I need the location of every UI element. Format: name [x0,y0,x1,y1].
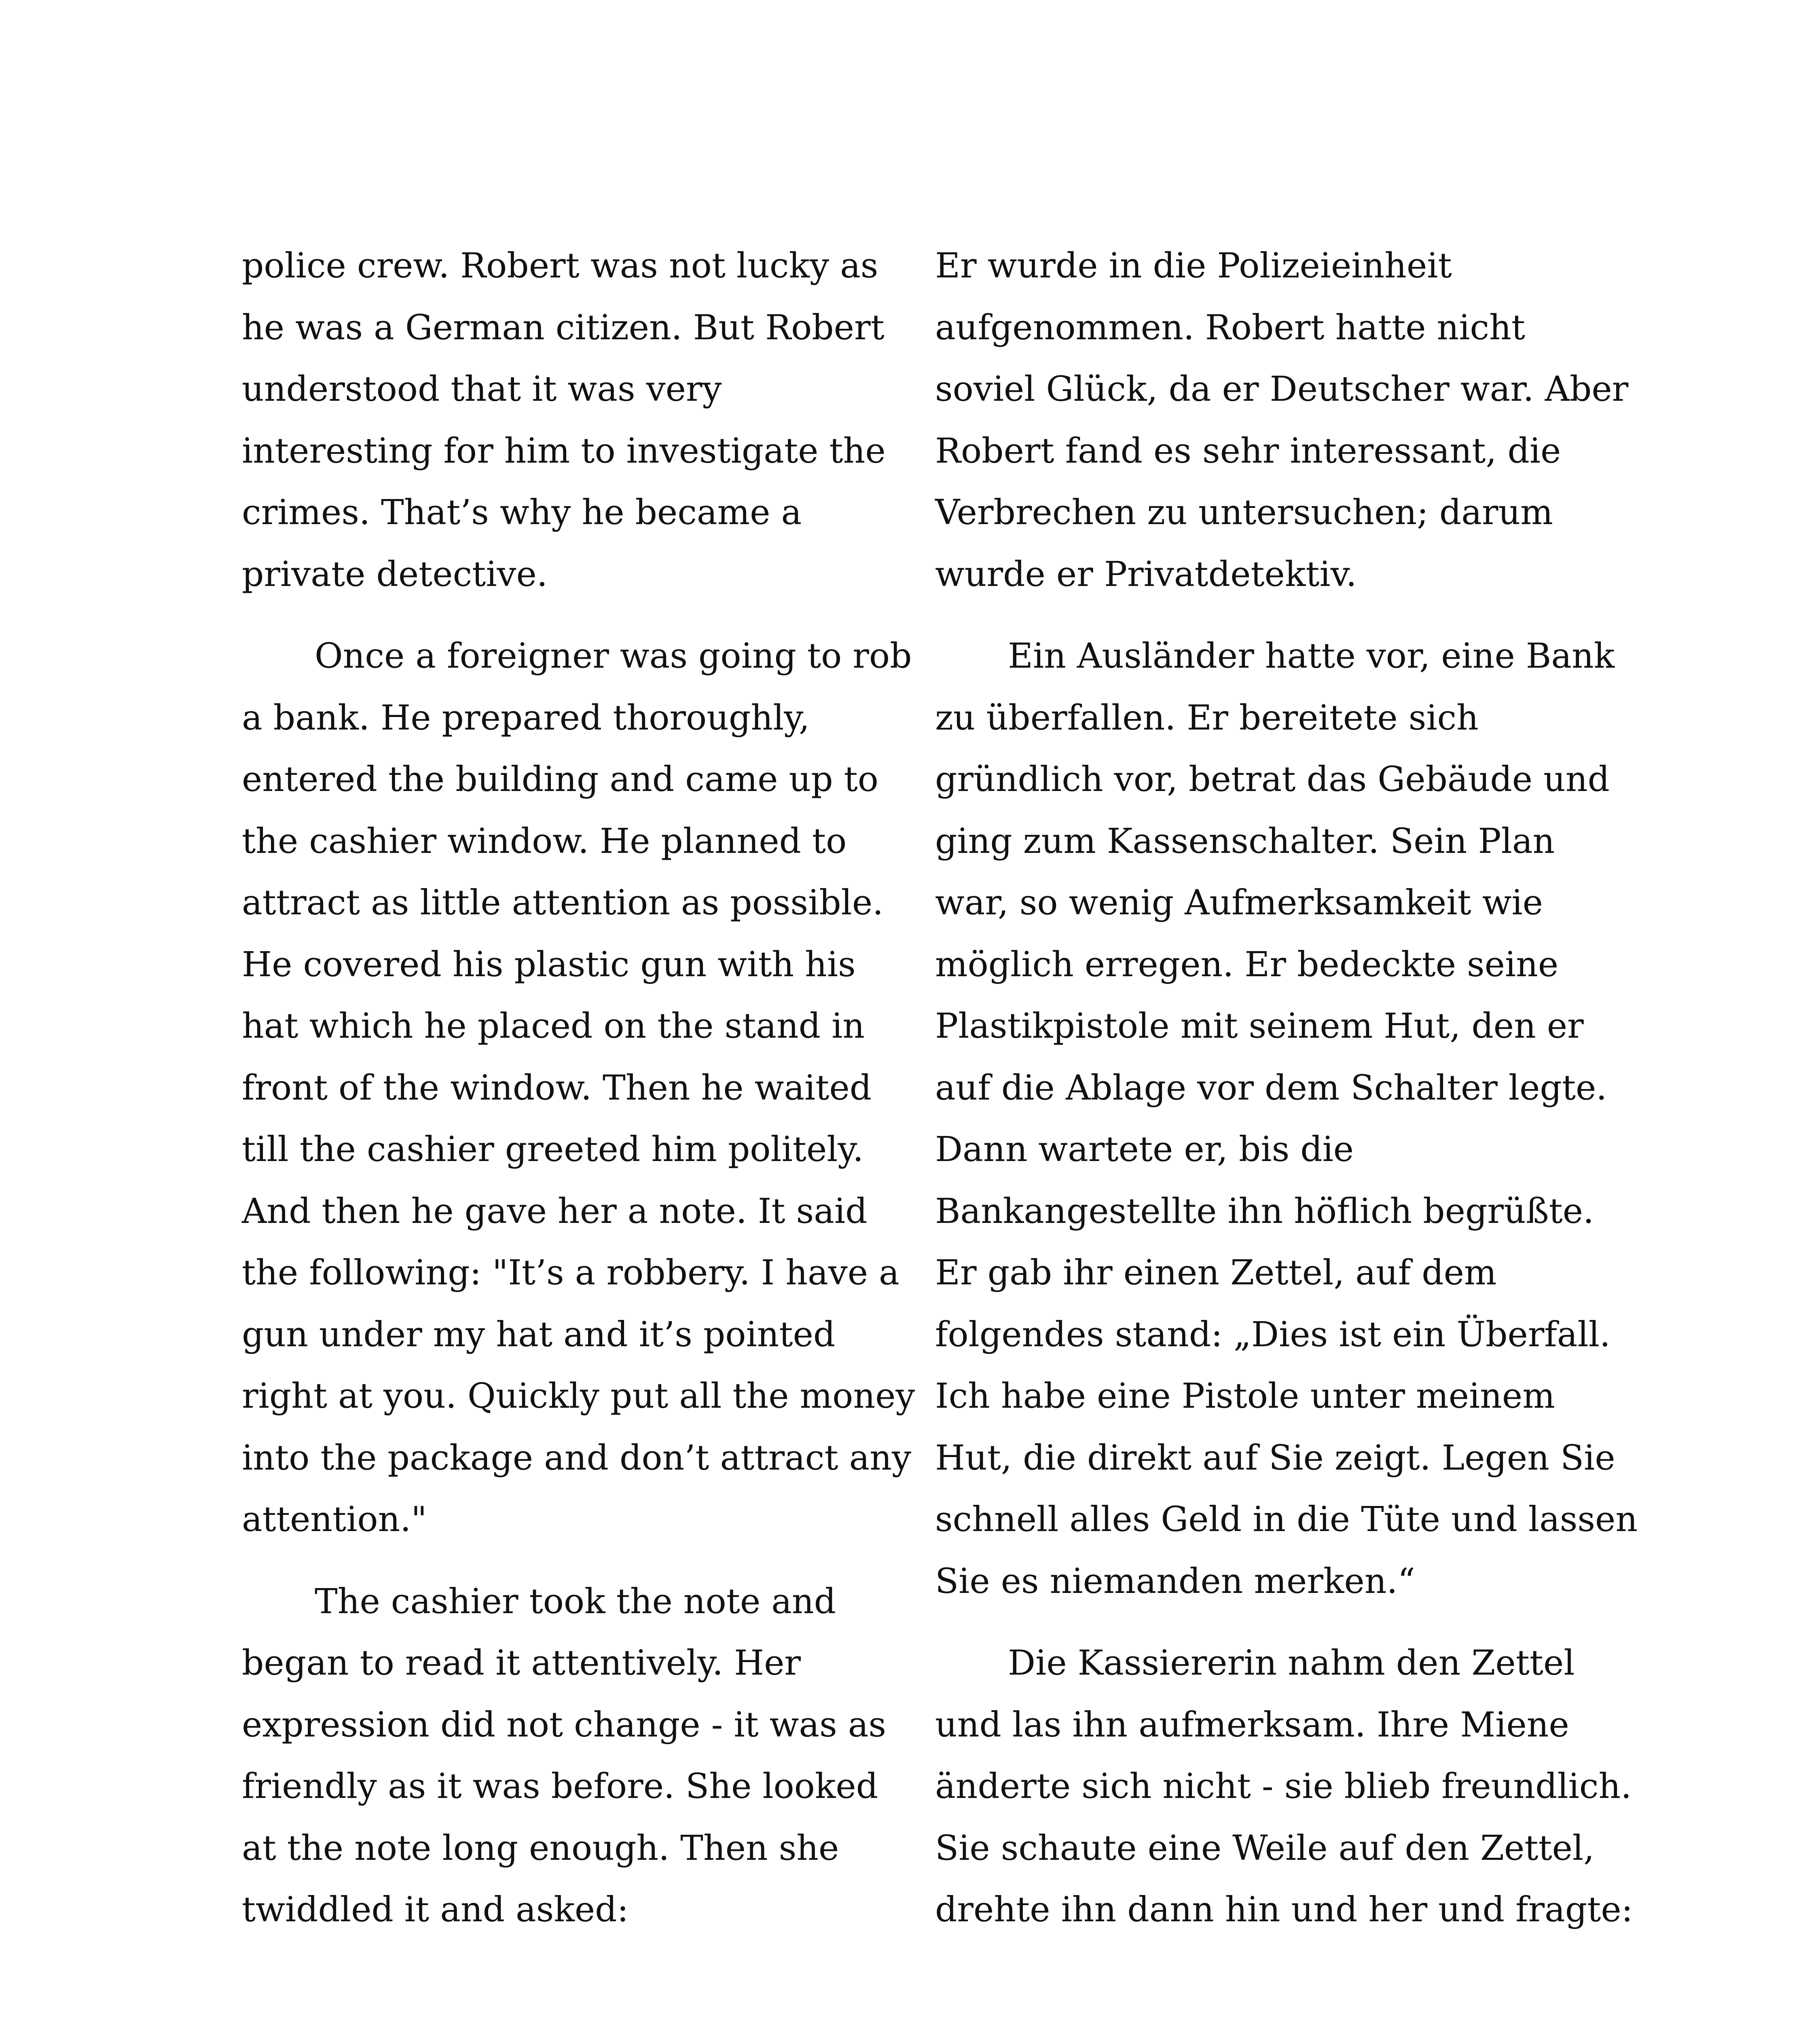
text-line: He covered his plastic gun with his [242,944,856,985]
text-line: into the package and don’t attract any [242,1438,912,1478]
text-line: understood that it was very [242,369,722,409]
text-line: aufgenommen. Robert hatte nicht [935,307,1525,348]
text-line: war, so wenig Aufmerksamkeit wie [935,883,1543,923]
text-line: Er gab ihr einen Zettel, auf dem [935,1253,1497,1293]
text-line: drehte ihn dann hin und her und fragte: [935,1890,1633,1930]
text-line: interesting for him to investigate the [242,431,886,471]
text-line: till the cashier greeted him politely. [242,1129,864,1170]
text-line: Sie schaute eine Weile auf den Zettel, [935,1828,1595,1868]
text-line: The cashier took the note and [315,1581,836,1622]
text-line: the following: "It’s a robbery. I have a [242,1253,899,1293]
text-line: folgendes stand: „Dies ist ein Überfall. [935,1314,1610,1355]
german-paragraph-2 [935,626,1638,1612]
paragraph-spacer [935,605,1606,626]
text-line: auf die Ablage vor dem Schalter legte. [935,1068,1607,1108]
german-column [935,235,1638,1941]
text-line: private detective. [242,554,548,594]
text-line: entered the building and came up to [242,759,878,799]
text-line: crimes. That’s why he became a [242,493,802,533]
text-line: expression did not change - it was as [242,1705,887,1745]
paragraph-spacer [242,1551,913,1571]
german-paragraph-1 [935,235,1629,605]
text-line: began to read it attentively. Her [242,1643,801,1683]
text-line: möglich erregen. Er bedeckte seine [935,944,1559,985]
text-line: he was a German citizen. But Robert [242,307,885,348]
text-line: Ein Ausländer hatte vor, eine Bank [1008,636,1615,676]
text-line: front of the window. Then he waited [242,1068,872,1108]
german-paragraph-3 [935,1633,1633,1941]
text-line: Hut, die direkt auf Sie zeigt. Legen Sie [935,1438,1615,1478]
text-line: police crew. Robert was not lucky as [242,246,878,286]
text-line: And then he gave her a note. It said [242,1191,868,1231]
text-line: twiddled it and asked: [242,1890,629,1930]
text-line: Once a foreigner was going to rob [315,636,912,676]
text-line: hat which he placed on the stand in [242,1006,865,1046]
text-line: the cashier window. He planned to [242,821,847,861]
text-line: gründlich vor, betrat das Gebäude und [935,759,1610,799]
english-paragraph-3 [242,1571,913,1941]
text-line: attention." [242,1500,427,1540]
english-paragraph-1 [242,235,913,605]
text-line: wurde er Privatdetektiv. [935,554,1357,594]
text-line: schnell alles Geld in die Tüte und lassen [935,1500,1638,1540]
text-line: friendly as it was before. She looked [242,1766,878,1806]
text-line: Bankangestellte ihn höflich begrüßte. [935,1191,1594,1231]
english-column [242,235,913,1941]
text-line: Er wurde in die Polizeieinheit [935,246,1452,286]
text-line: Die Kassiererin nahm den Zettel [1008,1643,1575,1683]
text-line: attract as little attention as possible. [242,883,884,923]
text-line: gun under my hat and it’s pointed [242,1314,836,1355]
paragraph-spacer [242,605,913,626]
text-line: a bank. He prepared thoroughly, [242,698,810,738]
text-line: soviel Glück, da er Deutscher war. Aber [935,369,1629,409]
text-line: Plastikpistole mit seinem Hut, den er [935,1006,1584,1046]
text-line: at the note long enough. Then she [242,1828,839,1868]
text-line: Sie es niemanden merken.“ [935,1561,1415,1601]
text-line: right at you. Quickly put all the money [242,1376,915,1416]
text-line: Ich habe eine Pistole unter meinem [935,1376,1555,1416]
text-line: zu überfallen. Er bereitete sich [935,698,1479,738]
text-line: Robert fand es sehr interessant, die [935,431,1561,471]
text-line: Verbrechen zu untersuchen; darum [935,493,1553,533]
paragraph-spacer [935,1612,1606,1633]
english-paragraph-2 [242,626,913,1551]
text-line: änderte sich nicht - sie blieb freundlich. [935,1766,1632,1806]
text-line: Dann wartete er, bis die [935,1129,1354,1170]
text-line: ging zum Kassenschalter. Sein Plan [935,821,1555,861]
text-line: und las ihn aufmerksam. Ihre Miene [935,1705,1569,1745]
